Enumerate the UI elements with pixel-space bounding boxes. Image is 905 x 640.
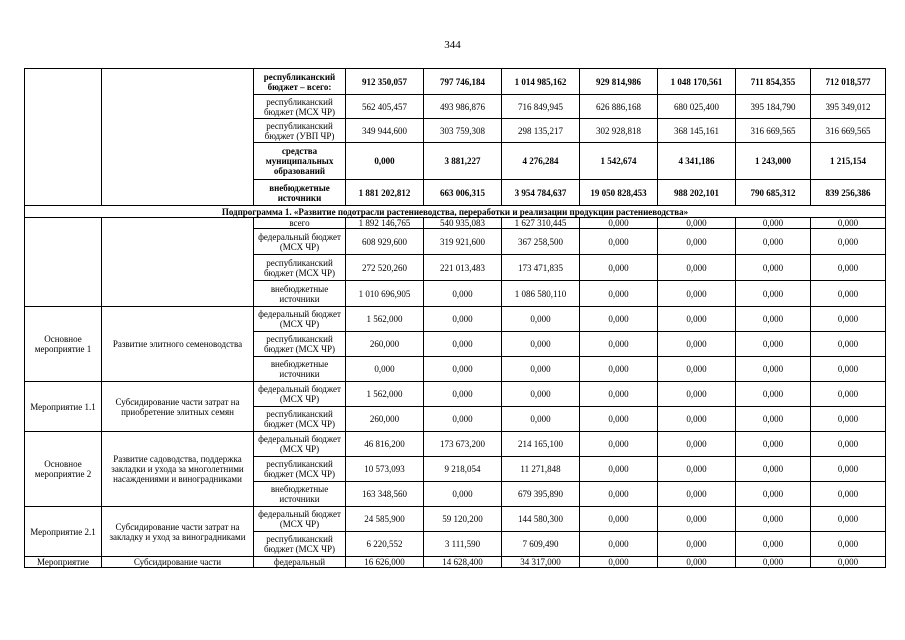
value-cell: 0,000 <box>811 407 886 432</box>
value-cell: 0,000 <box>580 218 658 229</box>
value-cell: 0,000 <box>811 229 886 255</box>
value-cell: 0,000 <box>424 357 502 382</box>
measure-name: Развитие садоводства, поддержка закладки и ухода за многолетними насаждениями и виноградниками <box>102 432 254 507</box>
value-cell: 0,000 <box>736 255 811 281</box>
value-cell: 0,000 <box>736 281 811 307</box>
value-cell: 680 025,400 <box>658 95 736 119</box>
value-cell: 0,000 <box>811 532 886 557</box>
value-cell: 0,000 <box>424 332 502 357</box>
value-cell: 368 145,161 <box>658 119 736 143</box>
value-cell: 0,000 <box>736 229 811 255</box>
value-cell: 0,000 <box>811 218 886 229</box>
value-cell: 173 673,200 <box>424 432 502 457</box>
measure-name: Субсидирование части затрат на приобретение элитных семян <box>102 382 254 432</box>
value-cell: 0,000 <box>736 382 811 407</box>
value-cell: 260,000 <box>346 332 424 357</box>
page-number: 344 <box>444 39 461 51</box>
value-cell: 1 048 170,561 <box>658 69 736 95</box>
value-cell: 790 685,312 <box>736 180 811 206</box>
value-cell: 10 573,093 <box>346 457 424 482</box>
value-cell: 3 881,227 <box>424 143 502 180</box>
measure-status: Мероприятие 1.1 <box>25 382 102 432</box>
value-cell: 0,000 <box>424 407 502 432</box>
value-cell: 0,000 <box>580 307 658 332</box>
value-cell: 19 050 828,453 <box>580 180 658 206</box>
value-cell: 0,000 <box>736 357 811 382</box>
funding-source-label: республиканский бюджет (МСХ ЧР) <box>254 532 346 557</box>
value-cell: 0,000 <box>658 457 736 482</box>
status-cell <box>25 69 102 206</box>
value-cell: 562 405,457 <box>346 95 424 119</box>
measure-status: Основное мероприятие 2 <box>25 432 102 507</box>
value-cell: 1 014 985,162 <box>502 69 580 95</box>
value-cell: 367 258,500 <box>502 229 580 255</box>
table-row <box>25 557 886 568</box>
value-cell: 0,000 <box>811 357 886 382</box>
table-row <box>25 432 886 457</box>
value-cell: 0,000 <box>736 332 811 357</box>
value-cell: 626 886,168 <box>580 95 658 119</box>
value-cell: 679 395,890 <box>502 482 580 507</box>
value-cell: 16 626,000 <box>346 557 424 568</box>
value-cell: 1 086 580,110 <box>502 281 580 307</box>
value-cell: 663 006,315 <box>424 180 502 206</box>
status-cell <box>25 218 102 307</box>
value-cell: 9 218,054 <box>424 457 502 482</box>
value-cell: 711 854,355 <box>736 69 811 95</box>
value-cell: 0,000 <box>811 332 886 357</box>
value-cell: 0,000 <box>736 407 811 432</box>
measure-status: Мероприятие 2.1 <box>25 507 102 557</box>
funding-source-label: федеральный бюджет (МСХ ЧР) <box>254 229 346 255</box>
value-cell: 0,000 <box>580 229 658 255</box>
value-cell: 839 256,386 <box>811 180 886 206</box>
value-cell: 0,000 <box>658 307 736 332</box>
value-cell: 0,000 <box>502 407 580 432</box>
value-cell: 988 202,101 <box>658 180 736 206</box>
value-cell: 0,000 <box>736 557 811 568</box>
table-row <box>25 507 886 532</box>
value-cell: 1 010 696,905 <box>346 281 424 307</box>
value-cell: 0,000 <box>580 507 658 532</box>
funding-source-label: внебюджетные источники <box>254 281 346 307</box>
value-cell: 7 609,490 <box>502 532 580 557</box>
value-cell: 0,000 <box>658 281 736 307</box>
value-cell: 1 562,000 <box>346 382 424 407</box>
value-cell: 0,000 <box>811 557 886 568</box>
value-cell: 298 135,217 <box>502 119 580 143</box>
value-cell: 0,000 <box>580 255 658 281</box>
value-cell: 0,000 <box>811 457 886 482</box>
value-cell: 4 276,284 <box>502 143 580 180</box>
value-cell: 0,000 <box>658 332 736 357</box>
table-body <box>25 69 886 568</box>
value-cell: 0,000 <box>811 482 886 507</box>
value-cell: 4 341,186 <box>658 143 736 180</box>
value-cell: 0,000 <box>811 507 886 532</box>
value-cell: 319 921,600 <box>424 229 502 255</box>
funding-source-label: федеральный <box>254 557 346 568</box>
value-cell: 0,000 <box>811 255 886 281</box>
value-cell: 260,000 <box>346 407 424 432</box>
value-cell: 0,000 <box>736 507 811 532</box>
value-cell: 144 580,300 <box>502 507 580 532</box>
value-cell: 0,000 <box>346 357 424 382</box>
value-cell: 0,000 <box>658 482 736 507</box>
value-cell: 0,000 <box>658 382 736 407</box>
value-cell: 349 944,600 <box>346 119 424 143</box>
value-cell: 163 348,560 <box>346 482 424 507</box>
value-cell: 0,000 <box>424 382 502 407</box>
value-cell: 797 746,184 <box>424 69 502 95</box>
value-cell: 540 935,083 <box>424 218 502 229</box>
measure-status: Мероприятие <box>25 557 102 568</box>
value-cell: 0,000 <box>502 307 580 332</box>
measure-name: Субсидирование части <box>102 557 254 568</box>
value-cell: 1 215,154 <box>811 143 886 180</box>
value-cell: 0,000 <box>580 332 658 357</box>
value-cell: 912 350,057 <box>346 69 424 95</box>
name-cell <box>102 69 254 206</box>
value-cell: 0,000 <box>811 432 886 457</box>
value-cell: 0,000 <box>658 255 736 281</box>
value-cell: 316 669,565 <box>736 119 811 143</box>
value-cell: 0,000 <box>580 281 658 307</box>
value-cell: 3 111,590 <box>424 532 502 557</box>
value-cell: 716 849,945 <box>502 95 580 119</box>
funding-source-label: республиканский бюджет (МСХ ЧР) <box>254 457 346 482</box>
table-row <box>25 69 886 95</box>
value-cell: 0,000 <box>658 432 736 457</box>
funding-source-label: республиканский бюджет – всего: <box>254 69 346 95</box>
value-cell: 0,000 <box>658 357 736 382</box>
value-cell: 302 928,818 <box>580 119 658 143</box>
value-cell: 0,000 <box>658 507 736 532</box>
value-cell: 0,000 <box>580 557 658 568</box>
value-cell: 303 759,308 <box>424 119 502 143</box>
value-cell: 0,000 <box>811 281 886 307</box>
funding-source-label: федеральный бюджет (МСХ ЧР) <box>254 507 346 532</box>
value-cell: 272 520,260 <box>346 255 424 281</box>
budget-table <box>24 68 886 568</box>
value-cell: 59 120,200 <box>424 507 502 532</box>
value-cell: 0,000 <box>424 307 502 332</box>
table-row <box>25 307 886 332</box>
value-cell: 0,000 <box>424 482 502 507</box>
value-cell: 214 165,100 <box>502 432 580 457</box>
funding-source-label: республиканский бюджет (МСХ ЧР) <box>254 255 346 281</box>
measure-name: Развитие элитного семеноводства <box>102 307 254 382</box>
value-cell: 0,000 <box>580 457 658 482</box>
funding-source-label: федеральный бюджет (МСХ ЧР) <box>254 382 346 407</box>
funding-source-label: республиканский бюджет (МСХ ЧР) <box>254 332 346 357</box>
value-cell: 0,000 <box>658 229 736 255</box>
value-cell: 0,000 <box>502 382 580 407</box>
value-cell: 0,000 <box>811 382 886 407</box>
funding-source-label: республиканский бюджет (УВП ЧР) <box>254 119 346 143</box>
funding-source-label: внебюджетные источники <box>254 180 346 206</box>
value-cell: 0,000 <box>658 557 736 568</box>
value-cell: 0,000 <box>736 457 811 482</box>
value-cell: 0,000 <box>736 307 811 332</box>
value-cell: 0,000 <box>736 532 811 557</box>
value-cell: 1 562,000 <box>346 307 424 332</box>
value-cell: 0,000 <box>658 218 736 229</box>
value-cell: 0,000 <box>580 357 658 382</box>
funding-source-label: федеральный бюджет (МСХ ЧР) <box>254 307 346 332</box>
value-cell: 395 349,012 <box>811 95 886 119</box>
value-cell: 608 929,600 <box>346 229 424 255</box>
value-cell: 0,000 <box>658 532 736 557</box>
value-cell: 0,000 <box>346 143 424 180</box>
funding-source-label: внебюджетные источники <box>254 357 346 382</box>
value-cell: 3 954 784,637 <box>502 180 580 206</box>
value-cell: 1 881 202,812 <box>346 180 424 206</box>
value-cell: 46 816,200 <box>346 432 424 457</box>
value-cell: 24 585,900 <box>346 507 424 532</box>
table-row <box>25 218 886 229</box>
value-cell: 221 013,483 <box>424 255 502 281</box>
value-cell: 1 892 146,765 <box>346 218 424 229</box>
value-cell: 0,000 <box>736 482 811 507</box>
funding-source-label: федеральный бюджет (МСХ ЧР) <box>254 432 346 457</box>
value-cell: 34 317,000 <box>502 557 580 568</box>
value-cell: 14 628,400 <box>424 557 502 568</box>
value-cell: 1 243,000 <box>736 143 811 180</box>
funding-source-label: республиканский бюджет (МСХ ЧР) <box>254 407 346 432</box>
value-cell: 0,000 <box>736 432 811 457</box>
measure-status: Основное мероприятие 1 <box>25 307 102 382</box>
value-cell: 929 814,986 <box>580 69 658 95</box>
value-cell: 0,000 <box>580 482 658 507</box>
subprogram-title: Подпрограмма 1. «Развитие подотрасли растениеводства, переработки и реализации продукции растениеводства» <box>25 206 886 218</box>
funding-source-label: внебюджетные источники <box>254 482 346 507</box>
value-cell: 0,000 <box>502 332 580 357</box>
value-cell: 11 271,848 <box>502 457 580 482</box>
value-cell: 0,000 <box>736 218 811 229</box>
value-cell: 0,000 <box>811 307 886 332</box>
measure-name: Субсидирование части затрат на закладку и уход за виноградниками <box>102 507 254 557</box>
funding-source-label: средства муниципальных образований <box>254 143 346 180</box>
value-cell: 0,000 <box>658 407 736 432</box>
value-cell: 6 220,552 <box>346 532 424 557</box>
value-cell: 0,000 <box>424 281 502 307</box>
value-cell: 395 184,790 <box>736 95 811 119</box>
funding-source-label: республиканский бюджет (МСХ ЧР) <box>254 95 346 119</box>
value-cell: 173 471,835 <box>502 255 580 281</box>
value-cell: 1 627 310,445 <box>502 218 580 229</box>
value-cell: 0,000 <box>580 432 658 457</box>
value-cell: 316 669,565 <box>811 119 886 143</box>
value-cell: 0,000 <box>502 357 580 382</box>
funding-source-label: всего <box>254 218 346 229</box>
value-cell: 0,000 <box>580 532 658 557</box>
table-row <box>25 382 886 407</box>
name-cell <box>102 218 254 307</box>
value-cell: 493 986,876 <box>424 95 502 119</box>
value-cell: 1 542,674 <box>580 143 658 180</box>
table-row <box>25 206 886 218</box>
value-cell: 712 018,577 <box>811 69 886 95</box>
value-cell: 0,000 <box>580 382 658 407</box>
value-cell: 0,000 <box>580 407 658 432</box>
